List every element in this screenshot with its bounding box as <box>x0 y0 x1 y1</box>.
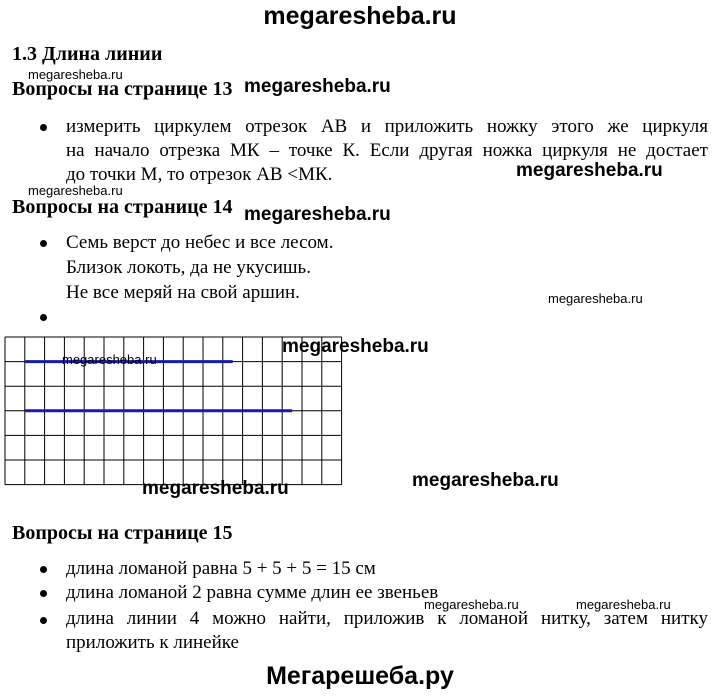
watermark-bold: megaresheba.ru <box>244 204 391 225</box>
watermark-bold: megaresheba.ru <box>282 336 429 357</box>
proverb-2: Близок локоть, да не укусишь. <box>66 257 311 278</box>
footer-watermark: Мегарешеба.ру <box>266 662 454 690</box>
watermark-small: megaresheba.ru <box>548 291 643 306</box>
p13-line1: измерить циркулем отрезок АВ и приложить ножку этого же циркуля <box>66 116 708 137</box>
p15-bullet3-line2: приложить к линейке <box>66 632 239 653</box>
p13-line3: до точки М, то отрезок АВ <МК. <box>66 164 333 185</box>
bullet-icon <box>40 124 47 131</box>
watermark-small: megaresheba.ru <box>28 183 123 198</box>
bullet-icon <box>40 314 47 321</box>
watermark-bold: megaresheba.ru <box>244 76 391 97</box>
bullet-icon <box>40 566 47 573</box>
watermark-bold: megaresheba.ru <box>412 470 559 491</box>
bullet-icon <box>40 617 47 624</box>
proverb-1: Семь верст до небес и все лесом. <box>66 232 334 253</box>
section-title: 1.3 Длина линии <box>12 43 163 65</box>
proverb-3: Не все меряй на свой аршин. <box>66 282 300 303</box>
bullet-icon <box>40 590 47 597</box>
page13-heading: Вопросы на странице 13 <box>12 78 233 100</box>
watermark-small: megaresheba.ru <box>424 597 519 612</box>
watermark-small: megaresheba.ru <box>576 597 671 612</box>
watermark-small: megaresheba.ru <box>28 67 123 82</box>
measurement-grid <box>4 336 344 488</box>
page14-heading: Вопросы на странице 14 <box>12 196 233 218</box>
p13-line2: на начало отрезка МК – точке К. Если другая ножка циркуля не достает <box>66 140 708 161</box>
header-watermark: megaresheba.ru <box>263 2 457 30</box>
bullet-icon <box>40 240 47 247</box>
p15-bullet1: длина ломаной равна 5 + 5 + 5 = 15 см <box>66 558 376 579</box>
watermark-bold: megaresheba.ru <box>142 478 289 499</box>
watermark-small: megaresheba.ru <box>62 352 157 367</box>
p15-bullet3-line1: длина линии 4 можно найти, приложив к ломаной нитку, затем нитку <box>66 608 708 629</box>
p15-bullet2: длина ломаной 2 равна сумме длин ее звеньев <box>66 582 439 603</box>
watermark-bold: megaresheba.ru <box>516 160 663 181</box>
page15-heading: Вопросы на странице 15 <box>12 522 233 544</box>
